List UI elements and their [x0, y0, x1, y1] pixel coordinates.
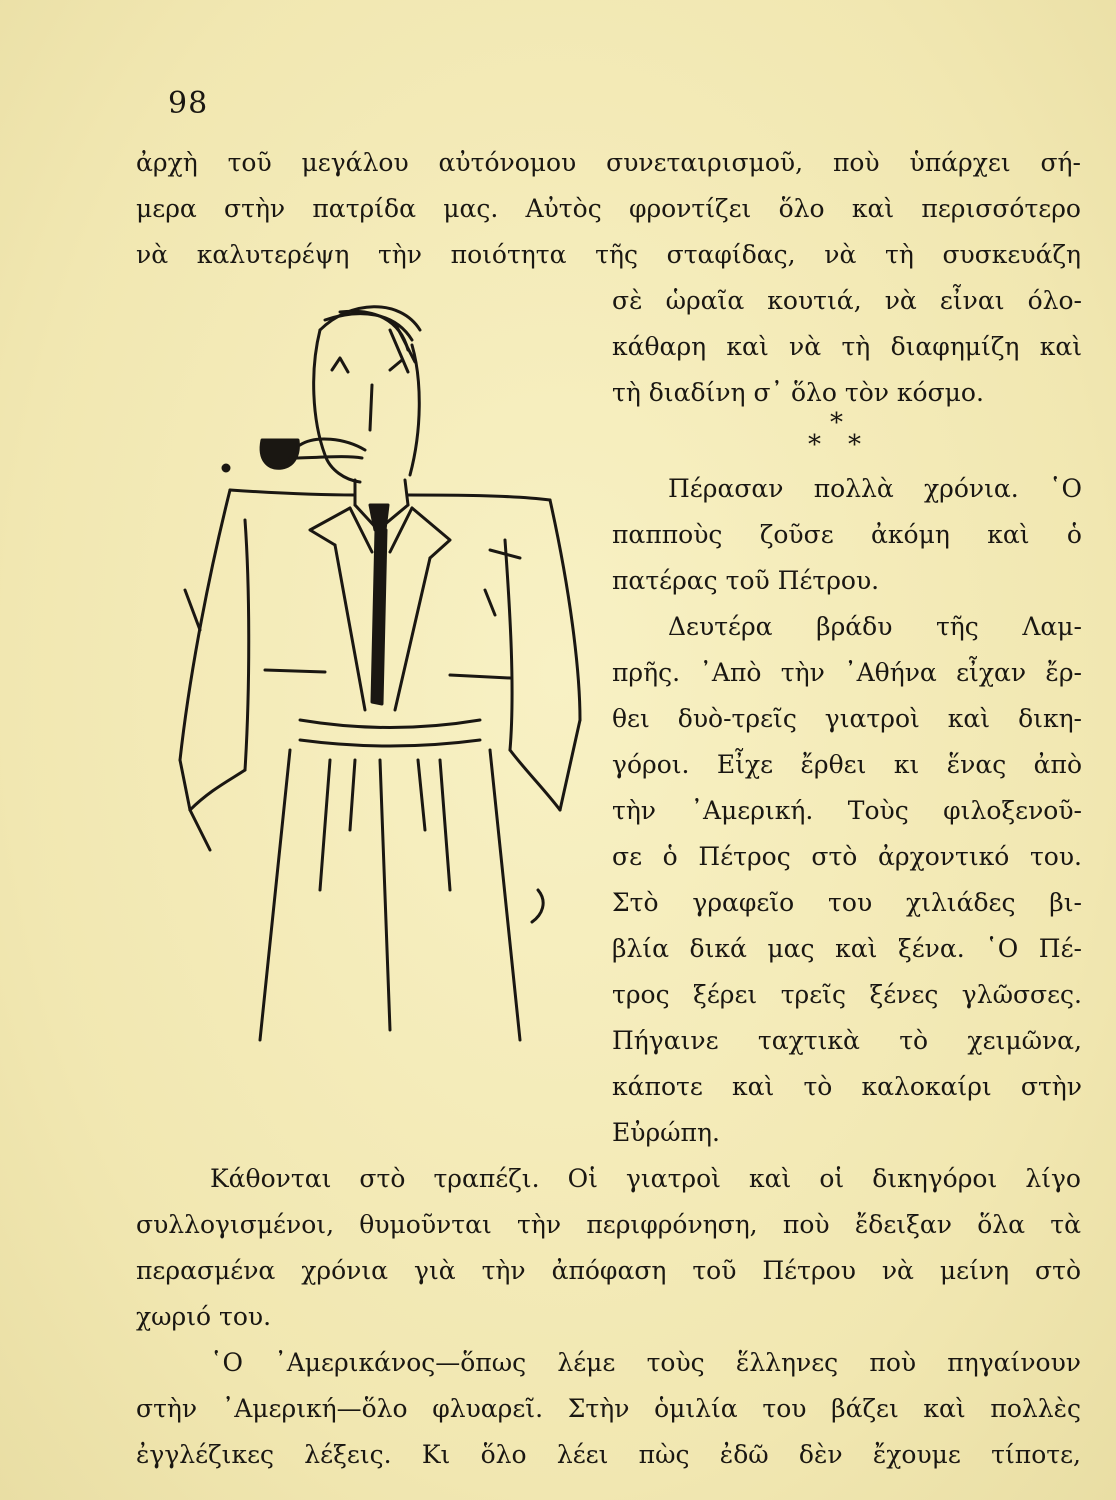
text-line: πατέρας τοῦ Πέτρου.: [612, 566, 880, 595]
text-line: ἐγγλέζικες λέξεις. Κι ὅλο λέει πὼς ἐδῶ δὲν ἔχουμε τίποτε,: [136, 1440, 1081, 1469]
asterisk: *: [808, 430, 821, 460]
asterisk: *: [830, 408, 843, 438]
text-line: Στὸ γραφεῖο του χιλιάδες βι-: [612, 888, 1082, 917]
text-line: ἀρχὴ τοῦ μεγάλου αὐτόνομου συνεταιρισμοῦ, ποὺ ὑπάρχει σή-: [136, 148, 1081, 177]
text-line: σε ὁ Πέτρος στὸ ἀρχοντικό του.: [612, 842, 1082, 871]
illustration-man-with-pipe: [150, 290, 590, 1060]
text-line: θει δυὸ-τρεῖς γιατροὶ καὶ δικη-: [612, 704, 1082, 733]
text-line: σὲ ὡραῖα κουτιά, νὰ εἶναι όλο-: [612, 286, 1082, 315]
text-line: στὴν ᾿Αμερική—ὅλο φλυαρεῖ. Στὴν ὁμιλία του βάζει καὶ πολλὲς: [136, 1394, 1081, 1423]
text-line: χωριό του.: [136, 1302, 272, 1331]
text-line: περασμένα χρόνια γιὰ τὴν ἀπόφαση τοῦ Πέτρου νὰ μείνη στὸ: [136, 1256, 1081, 1285]
text-line: Πήγαινε ταχτικὰ τὸ χειμῶνα,: [612, 1026, 1082, 1055]
text-line: τρος ξέρει τρεῖς ξένες γλῶσσες.: [612, 980, 1082, 1009]
text-line: πρῆς. ᾿Απὸ τὴν ᾿Αθήνα εἶχαν ἔρ-: [612, 658, 1082, 687]
text-line: Εὐρώπη.: [612, 1118, 720, 1147]
text-line: κάποτε καὶ τὸ καλοκαίρι στὴν: [612, 1072, 1082, 1101]
text-line: ῾Ο ᾿Αμερικάνος—ὅπως λέμε τοὺς ἕλληνες ποὺ πηγαίνουν: [210, 1348, 1081, 1377]
text-line: παπποὺς ζοῦσε ἀκόμη καὶ ὁ: [612, 520, 1082, 549]
page-number: 98: [168, 86, 209, 121]
text-line: τὴν ᾿Αμερική. Τοὺς φιλοξενοῦ-: [612, 796, 1082, 825]
text-line: συλλογισμένοι, θυμοῦνται τὴν περιφρόνηση, ποὺ ἔδειξαν ὅλα τὰ: [136, 1210, 1081, 1239]
section-break-asterisks: [808, 408, 872, 458]
text-line: κάθαρη καὶ νὰ τὴ διαφημίζη καὶ: [612, 332, 1082, 361]
text-line: τὴ διαδίνη σ᾿ ὅλο τὸν κόσμο.: [612, 378, 984, 407]
text-line: μερα στὴν πατρίδα μας. Αὐτὸς φροντίζει ὅλο καὶ περισσότερο: [136, 194, 1081, 223]
text-line: νὰ καλυτερέψη τὴν ποιότητα τῆς σταφίδας, νὰ τὴ συσκευάζη: [136, 240, 1081, 269]
asterisk: *: [848, 430, 861, 460]
text-line: Δευτέρα βράδυ τῆς Λαμ-: [668, 612, 1082, 641]
text-line: γόροι. Εἶχε ἔρθει κι ἕνας ἀπὸ: [612, 750, 1082, 779]
text-line: Πέρασαν πολλὰ χρόνια. ῾Ο: [668, 474, 1082, 503]
text-line: Κάθονται στὸ τραπέζι. Οἱ γιατροὶ καὶ οἱ δικηγόροι λίγο: [210, 1164, 1081, 1193]
text-line: βλία δικά μας καὶ ξένα. ῾Ο Πέ-: [612, 934, 1082, 963]
